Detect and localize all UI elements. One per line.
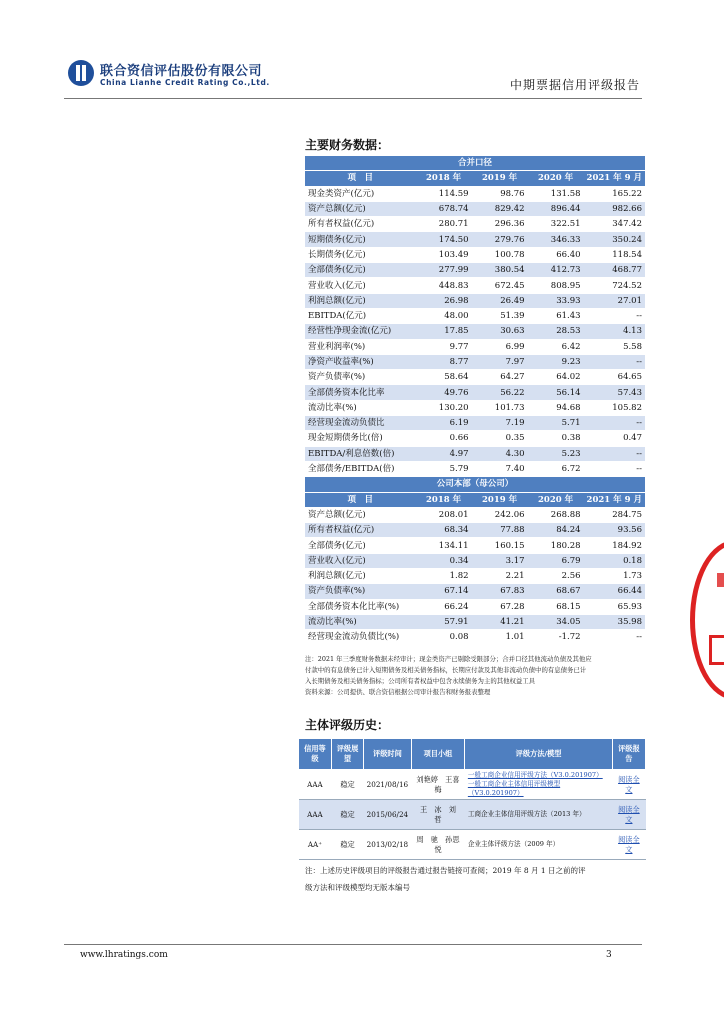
value-cell: -- <box>584 446 645 461</box>
item-cell: 资产负债率(%) <box>305 584 416 599</box>
rating-history-table <box>298 738 646 860</box>
table-row <box>305 385 645 400</box>
value-cell: 350.24 <box>584 232 645 247</box>
header-divider <box>64 98 642 99</box>
value-cell: 26.49 <box>472 293 528 308</box>
history-header-cell: 评级展望 <box>331 739 363 770</box>
table-row <box>305 186 645 201</box>
value-cell: 0.18 <box>584 553 645 568</box>
value-cell: 131.58 <box>528 186 584 201</box>
item-cell: 全部债务资本化比率 <box>305 385 416 400</box>
table-row <box>305 584 645 599</box>
item-cell: 经营性净现金流(亿元) <box>305 324 416 339</box>
item-cell: 资产负债率(%) <box>305 370 416 385</box>
value-cell: 65.93 <box>584 599 645 614</box>
item-cell: EBITDA(亿元) <box>305 308 416 323</box>
value-cell: 678.74 <box>416 201 472 216</box>
history-header-cell: 评级方法/模型 <box>465 739 612 770</box>
consolidated-header-cell: 2021 年 9 月 <box>584 171 645 186</box>
value-cell: 284.75 <box>584 507 645 522</box>
table-row <box>305 293 645 308</box>
value-cell: 134.11 <box>416 538 472 553</box>
table-row <box>305 339 645 354</box>
value-cell: 64.02 <box>528 370 584 385</box>
item-cell: 资产总额(亿元) <box>305 507 416 522</box>
value-cell: 0.35 <box>472 431 528 446</box>
table-row <box>305 538 645 553</box>
report-cell <box>612 800 645 830</box>
value-cell: 33.93 <box>528 293 584 308</box>
table-row <box>305 324 645 339</box>
table-row <box>305 247 645 262</box>
item-cell: 全部债务(亿元) <box>305 538 416 553</box>
table-row <box>305 569 645 584</box>
team-cell: 刘艳婷 王喜梅 <box>411 770 465 800</box>
value-cell: 165.22 <box>584 186 645 201</box>
company-name-cn: 联合资信评估股份有限公司 <box>100 64 263 79</box>
table-row <box>299 830 646 860</box>
parent-header-cell: 2019 年 <box>472 492 528 507</box>
item-cell: 营业利润率(%) <box>305 339 416 354</box>
table-row <box>305 431 645 446</box>
note-line: 资料来源：公司提供、联合资信根据公司审计报告和财务报表整理 <box>305 688 491 696</box>
value-cell: 412.73 <box>528 263 584 278</box>
item-cell: 全部债务/EBITDA(倍) <box>305 461 416 476</box>
note-line: 入长期债务及相关债务指标；公司所有者权益中包含永续债务为主的其他权益工具 <box>305 677 536 685</box>
value-cell: 829.42 <box>472 201 528 216</box>
consolidated-band-label: 合并口径 <box>305 156 645 171</box>
outlook-cell: 稳定 <box>331 800 363 830</box>
value-cell: 5.71 <box>528 416 584 431</box>
value-cell: 6.72 <box>528 461 584 476</box>
item-cell: 全部债务资本化比率(%) <box>305 599 416 614</box>
value-cell: 100.78 <box>472 247 528 262</box>
item-cell: 长期债务(亿元) <box>305 247 416 262</box>
item-cell: 经营现金流动负债比 <box>305 416 416 431</box>
parent-header-cell: 2021 年 9 月 <box>584 492 645 507</box>
value-cell: -- <box>584 416 645 431</box>
value-cell: 268.88 <box>528 507 584 522</box>
value-cell: -- <box>584 308 645 323</box>
lianhe-logo-icon <box>68 60 94 86</box>
value-cell: 77.88 <box>472 523 528 538</box>
value-cell: 64.65 <box>584 370 645 385</box>
table-row <box>305 370 645 385</box>
page-header <box>64 58 642 98</box>
value-cell: 4.97 <box>416 446 472 461</box>
methods-cell <box>465 770 612 800</box>
value-cell: 7.97 <box>472 354 528 369</box>
value-cell: 184.92 <box>584 538 645 553</box>
value-cell: 7.40 <box>472 461 528 476</box>
history-header-cell: 信用等级 <box>299 739 332 770</box>
value-cell: 48.00 <box>416 308 472 323</box>
value-cell: 2.21 <box>472 569 528 584</box>
value-cell: 66.40 <box>528 247 584 262</box>
table-row <box>305 553 645 568</box>
value-cell: 105.82 <box>584 400 645 415</box>
parent-header-cell: 2020 年 <box>528 492 584 507</box>
value-cell: 67.83 <box>472 584 528 599</box>
value-cell: 101.73 <box>472 400 528 415</box>
value-cell: 58.64 <box>416 370 472 385</box>
team-cell: 周 驰 孙思悦 <box>411 830 465 860</box>
value-cell: 0.66 <box>416 431 472 446</box>
item-cell: 净资产收益率(%) <box>305 354 416 369</box>
table-row <box>305 523 645 538</box>
value-cell: 6.19 <box>416 416 472 431</box>
history-header-cell: 项目小组 <box>411 739 465 770</box>
consolidated-header-cell: 2020 年 <box>528 171 584 186</box>
value-cell: 982.66 <box>584 201 645 216</box>
document-title: 中期票据信用评级报告 <box>509 78 640 92</box>
item-cell: 经营现金流动负债比(%) <box>305 630 416 645</box>
company-seal-stamp-icon <box>690 540 724 700</box>
value-cell: 0.34 <box>416 553 472 568</box>
item-cell: 全部债务(亿元) <box>305 263 416 278</box>
item-cell: 利润总额(亿元) <box>305 569 416 584</box>
value-cell: 56.14 <box>528 385 584 400</box>
report-link[interactable]: 阅读全文 <box>618 834 640 854</box>
value-cell: 84.24 <box>528 523 584 538</box>
value-cell: 9.23 <box>528 354 584 369</box>
value-cell: 0.38 <box>528 431 584 446</box>
value-cell: 808.95 <box>528 278 584 293</box>
value-cell: 4.13 <box>584 324 645 339</box>
value-cell: 346.33 <box>528 232 584 247</box>
item-cell: 营业收入(亿元) <box>305 278 416 293</box>
table-row <box>305 461 645 476</box>
consolidated-header-cell: 2018 年 <box>416 171 472 186</box>
note-line: 付款中的有息债务已计入短期债务及相关债务指标，长期应付款及其他非流动负债中的有息债务已计 <box>305 666 587 674</box>
note-line: 注：2021 年三季度财务数据未经审计；现金类资产已剔除受限部分；合并口径其他流动负债及其他应 <box>305 655 592 663</box>
table-row <box>305 614 645 629</box>
item-cell: 流动比率(%) <box>305 400 416 415</box>
grade-cell: AAA <box>299 770 332 800</box>
history-notes <box>305 862 645 896</box>
value-cell: 448.83 <box>416 278 472 293</box>
value-cell: 208.01 <box>416 507 472 522</box>
value-cell: 724.52 <box>584 278 645 293</box>
value-cell: -- <box>584 630 645 645</box>
value-cell: 160.15 <box>472 538 528 553</box>
page-number: 3 <box>606 950 612 960</box>
grade-cell: AA⁺ <box>299 830 332 860</box>
value-cell: 56.22 <box>472 385 528 400</box>
value-cell: 174.50 <box>416 232 472 247</box>
history-title: 主体评级历史： <box>305 718 390 732</box>
value-cell: 57.91 <box>416 614 472 629</box>
value-cell: 380.54 <box>472 263 528 278</box>
value-cell: 7.19 <box>472 416 528 431</box>
table-row <box>299 770 646 800</box>
table-row <box>305 630 645 645</box>
value-cell: 8.77 <box>416 354 472 369</box>
value-cell: 5.58 <box>584 339 645 354</box>
value-cell: 66.44 <box>584 584 645 599</box>
note-line: 注：上述历史评级项目的评级报告通过报告链接可查阅；2019 年 8 月 1 日之前的评 <box>305 866 586 875</box>
value-cell: 1.01 <box>472 630 528 645</box>
method-text: 工商企业主体信用评级方法（2013 年） <box>467 810 586 818</box>
report-link[interactable]: 阅读全文 <box>618 804 640 824</box>
value-cell: 68.67 <box>528 584 584 599</box>
value-cell: 280.71 <box>416 217 472 232</box>
table-row <box>305 217 645 232</box>
table-row <box>305 599 645 614</box>
item-cell: 利润总额(亿元) <box>305 293 416 308</box>
table-row <box>305 416 645 431</box>
report-link[interactable]: 阅读全文 <box>618 774 640 794</box>
value-cell: 98.76 <box>472 186 528 201</box>
value-cell: 67.28 <box>472 599 528 614</box>
value-cell: 5.23 <box>528 446 584 461</box>
report-cell <box>612 770 645 800</box>
financial-data-table <box>305 156 645 646</box>
value-cell: 114.59 <box>416 186 472 201</box>
consolidated-band-row <box>305 156 645 171</box>
value-cell: 93.56 <box>584 523 645 538</box>
value-cell: 94.68 <box>528 400 584 415</box>
financials-notes <box>305 654 650 698</box>
value-cell: 6.79 <box>528 553 584 568</box>
methods-cell <box>465 830 612 860</box>
date-cell: 2013/02/18 <box>364 830 411 860</box>
value-cell: 27.01 <box>584 293 645 308</box>
history-header-cell: 评级时间 <box>364 739 411 770</box>
table-row <box>305 507 645 522</box>
item-cell: EBITDA/利息倍数(倍) <box>305 446 416 461</box>
table-row <box>299 800 646 830</box>
value-cell: 6.99 <box>472 339 528 354</box>
consolidated-header-cell: 2019 年 <box>472 171 528 186</box>
value-cell: 468.77 <box>584 263 645 278</box>
value-cell: 64.27 <box>472 370 528 385</box>
parent-header-cell: 2018 年 <box>416 492 472 507</box>
value-cell: 279.76 <box>472 232 528 247</box>
value-cell: 6.42 <box>528 339 584 354</box>
value-cell: -- <box>584 461 645 476</box>
value-cell: 0.47 <box>584 431 645 446</box>
parent-header-row <box>305 492 645 507</box>
footer-url: www.lhratings.com <box>80 950 168 960</box>
table-row <box>305 308 645 323</box>
value-cell: 68.15 <box>528 599 584 614</box>
consolidated-header-cell: 项 目 <box>305 171 416 186</box>
value-cell: 322.51 <box>528 217 584 232</box>
value-cell: 57.43 <box>584 385 645 400</box>
value-cell: 1.73 <box>584 569 645 584</box>
table-row <box>305 201 645 216</box>
footer-divider <box>64 944 642 945</box>
value-cell: 4.30 <box>472 446 528 461</box>
item-cell: 短期债务(亿元) <box>305 232 416 247</box>
value-cell: 103.49 <box>416 247 472 262</box>
value-cell: 180.28 <box>528 538 584 553</box>
consolidated-header-row <box>305 171 645 186</box>
outlook-cell: 稳定 <box>331 830 363 860</box>
method-text: 企业主体评级方法（2009 年） <box>467 840 560 848</box>
report-cell <box>612 830 645 860</box>
item-cell: 现金类资产(亿元) <box>305 186 416 201</box>
history-header-cell: 评级报告 <box>612 739 645 770</box>
value-cell: 3.17 <box>472 553 528 568</box>
value-cell: 9.77 <box>416 339 472 354</box>
value-cell: 68.34 <box>416 523 472 538</box>
method-link[interactable]: 一般工商企业信用评级方法（V3.0.201907） <box>467 771 603 779</box>
note-line: 级方法和评级模型均无版本编号 <box>305 883 410 892</box>
methods-cell <box>465 800 612 830</box>
value-cell: 26.98 <box>416 293 472 308</box>
table-row <box>305 263 645 278</box>
value-cell: -- <box>584 354 645 369</box>
date-cell: 2015/06/24 <box>364 800 411 830</box>
date-cell: 2021/08/16 <box>364 770 411 800</box>
table-row <box>305 446 645 461</box>
value-cell: 66.24 <box>416 599 472 614</box>
item-cell: 资产总额(亿元) <box>305 201 416 216</box>
parent-band-row <box>305 477 645 492</box>
value-cell: 277.99 <box>416 263 472 278</box>
table-row <box>305 278 645 293</box>
value-cell: 672.45 <box>472 278 528 293</box>
outlook-cell: 稳定 <box>331 770 363 800</box>
parent-header-cell: 项 目 <box>305 492 416 507</box>
financials-title: 主要财务数据： <box>305 138 390 152</box>
value-cell: 34.05 <box>528 614 584 629</box>
item-cell: 营业收入(亿元) <box>305 553 416 568</box>
table-row <box>305 354 645 369</box>
value-cell: 896.44 <box>528 201 584 216</box>
value-cell: 35.98 <box>584 614 645 629</box>
value-cell: 296.36 <box>472 217 528 232</box>
value-cell: 61.43 <box>528 308 584 323</box>
value-cell: 347.42 <box>584 217 645 232</box>
value-cell: 1.82 <box>416 569 472 584</box>
item-cell: 现金短期债务比(倍) <box>305 431 416 446</box>
value-cell: 2.56 <box>528 569 584 584</box>
value-cell: 41.21 <box>472 614 528 629</box>
table-row <box>305 400 645 415</box>
parent-band-label: 公司本部（母公司） <box>305 477 645 492</box>
value-cell: 28.53 <box>528 324 584 339</box>
value-cell: 130.20 <box>416 400 472 415</box>
value-cell: -1.72 <box>528 630 584 645</box>
value-cell: 30.63 <box>472 324 528 339</box>
value-cell: 242.06 <box>472 507 528 522</box>
item-cell: 流动比率(%) <box>305 614 416 629</box>
item-cell: 所有者权益(亿元) <box>305 217 416 232</box>
grade-cell: AAA <box>299 800 332 830</box>
value-cell: 118.54 <box>584 247 645 262</box>
team-cell: 王 冰 刘 哲 <box>411 800 465 830</box>
value-cell: 51.39 <box>472 308 528 323</box>
item-cell: 所有者权益(亿元) <box>305 523 416 538</box>
value-cell: 67.14 <box>416 584 472 599</box>
company-name-en: China Lianhe Credit Rating Co.,Ltd. <box>100 78 270 87</box>
value-cell: 49.76 <box>416 385 472 400</box>
value-cell: 0.08 <box>416 630 472 645</box>
method-link[interactable]: 一般工商企业主体信用评级模型（V3.0.201907） <box>467 780 561 797</box>
value-cell: 17.85 <box>416 324 472 339</box>
value-cell: 5.79 <box>416 461 472 476</box>
table-row <box>305 232 645 247</box>
